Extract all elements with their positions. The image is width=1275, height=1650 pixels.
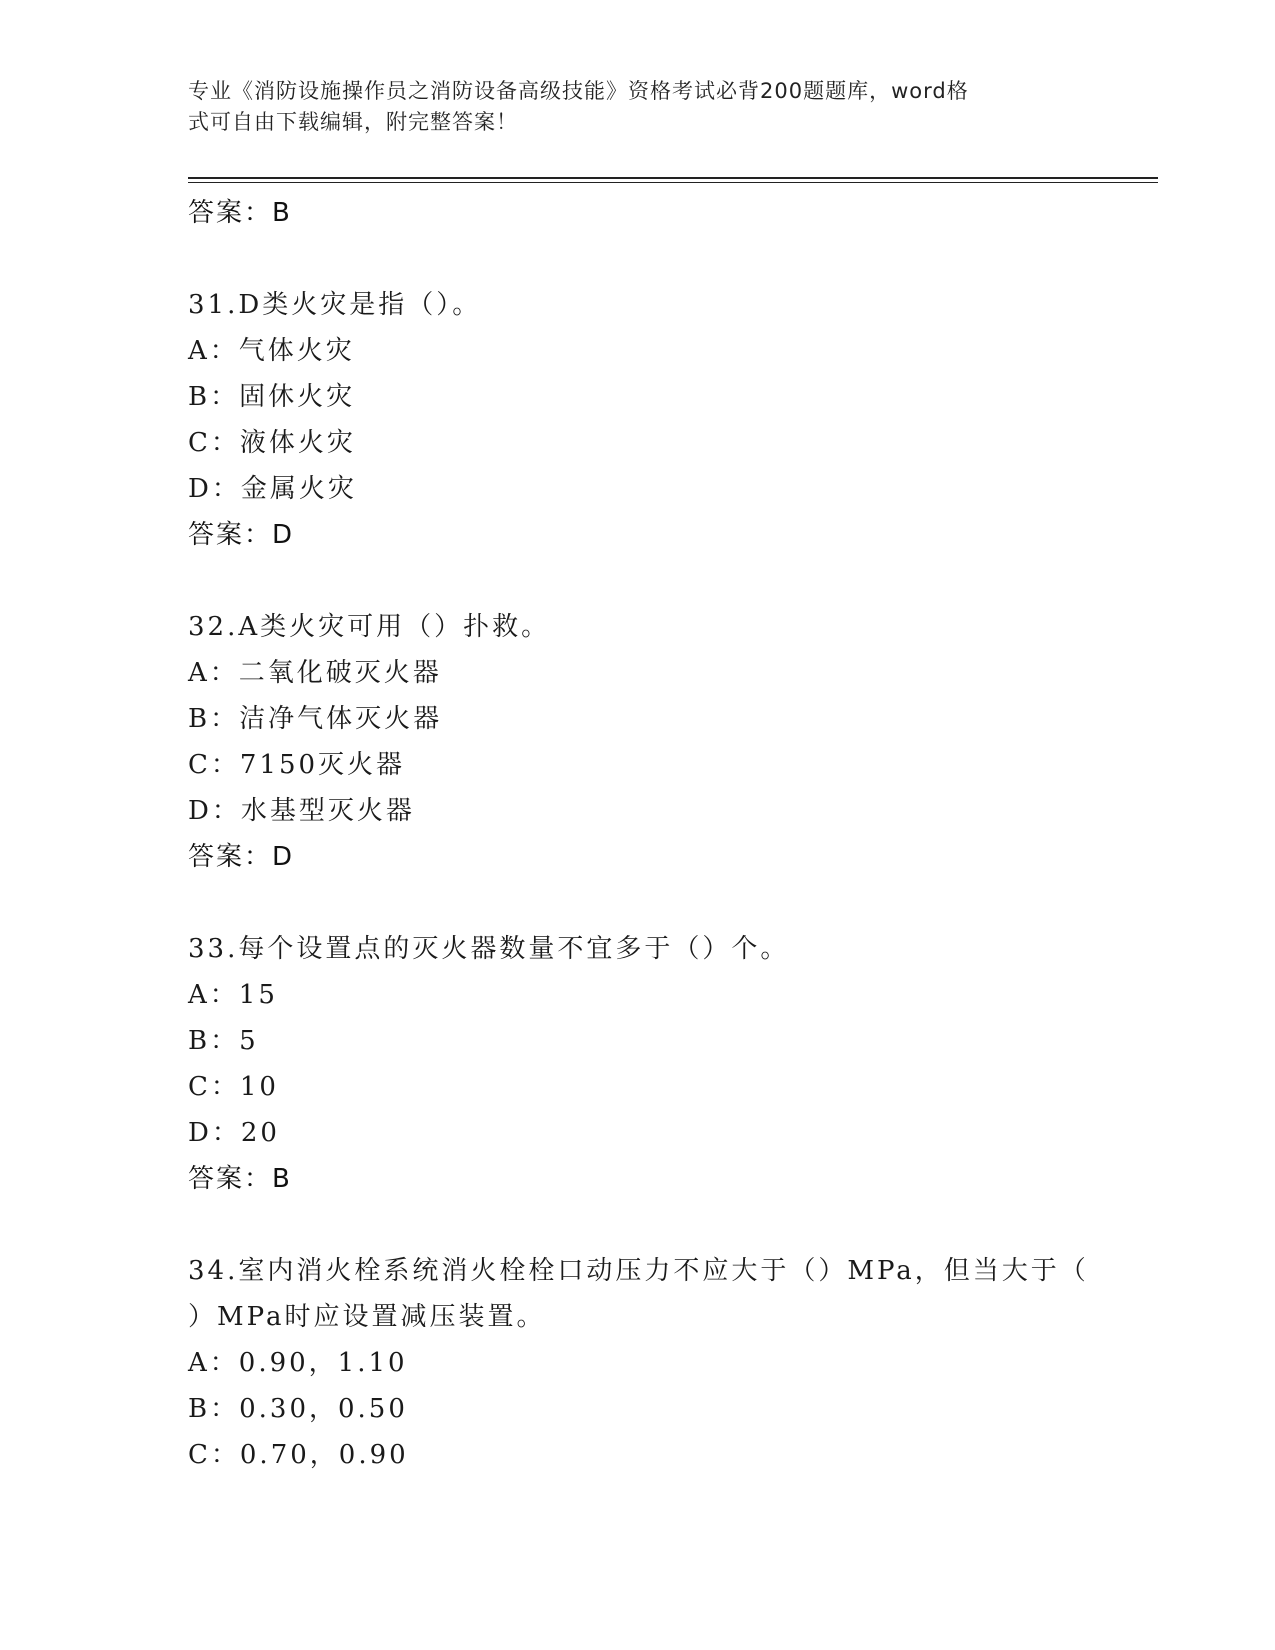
question-stem-continued: ）MPa时应设置减压装置。 [188, 1302, 546, 1332]
question-stem: 32.A类火灾可用（）扑救。 [188, 612, 551, 642]
question-31 [188, 282, 1088, 558]
question-stem: 34.室内消火栓系统消火栓栓口动压力不应大于（）MPa，但当大于（ [188, 1256, 1089, 1286]
option-b: B：5 [188, 1026, 259, 1056]
question-34 [188, 1248, 1088, 1478]
option-b: B：固休火灾 [188, 382, 356, 412]
document-header [188, 76, 1068, 138]
answer-line: 答案：B [188, 1164, 292, 1194]
spacer [188, 1202, 1088, 1248]
spacer [188, 880, 1088, 926]
question-stem: 31.D类火灾是指（）。 [188, 290, 482, 320]
option-d: D：20 [188, 1118, 280, 1148]
question-33 [188, 926, 1088, 1202]
option-a: A：二氧化破灭火器 [188, 658, 442, 688]
header-divider-thin [188, 182, 1158, 183]
answer-line: 答案：D [188, 520, 295, 550]
option-c: C：10 [188, 1072, 279, 1102]
previous-answer: 答案：B [188, 198, 292, 228]
spacer [188, 558, 1088, 604]
option-a: A：0.90，1.10 [188, 1348, 408, 1378]
question-32 [188, 604, 1088, 880]
header-line-1: 专业《消防设施操作员之消防设备高级技能》资格考试必背200题题库，word格 [188, 79, 969, 103]
option-c: C：液体火灾 [188, 428, 356, 458]
option-b: B：0.30，0.50 [188, 1394, 408, 1424]
option-c: C：0.70，0.90 [188, 1440, 409, 1470]
question-list [188, 190, 1088, 1478]
option-a: A：气体火灾 [188, 336, 355, 366]
option-d: D：金属火灾 [188, 474, 357, 504]
header-line-2: 式可自由下载编辑，附完整答案！ [188, 110, 518, 134]
header-divider [188, 177, 1158, 179]
spacer [188, 236, 1088, 282]
question-stem: 33.每个设置点的灭火器数量不宜多于（）个。 [188, 934, 790, 964]
option-c: C：7150灭火器 [188, 750, 406, 780]
option-d: D：水基型灭火器 [188, 796, 415, 826]
answer-line: 答案：D [188, 842, 295, 872]
option-b: B：洁净气体灭火器 [188, 704, 443, 734]
option-a: A：15 [188, 980, 278, 1010]
